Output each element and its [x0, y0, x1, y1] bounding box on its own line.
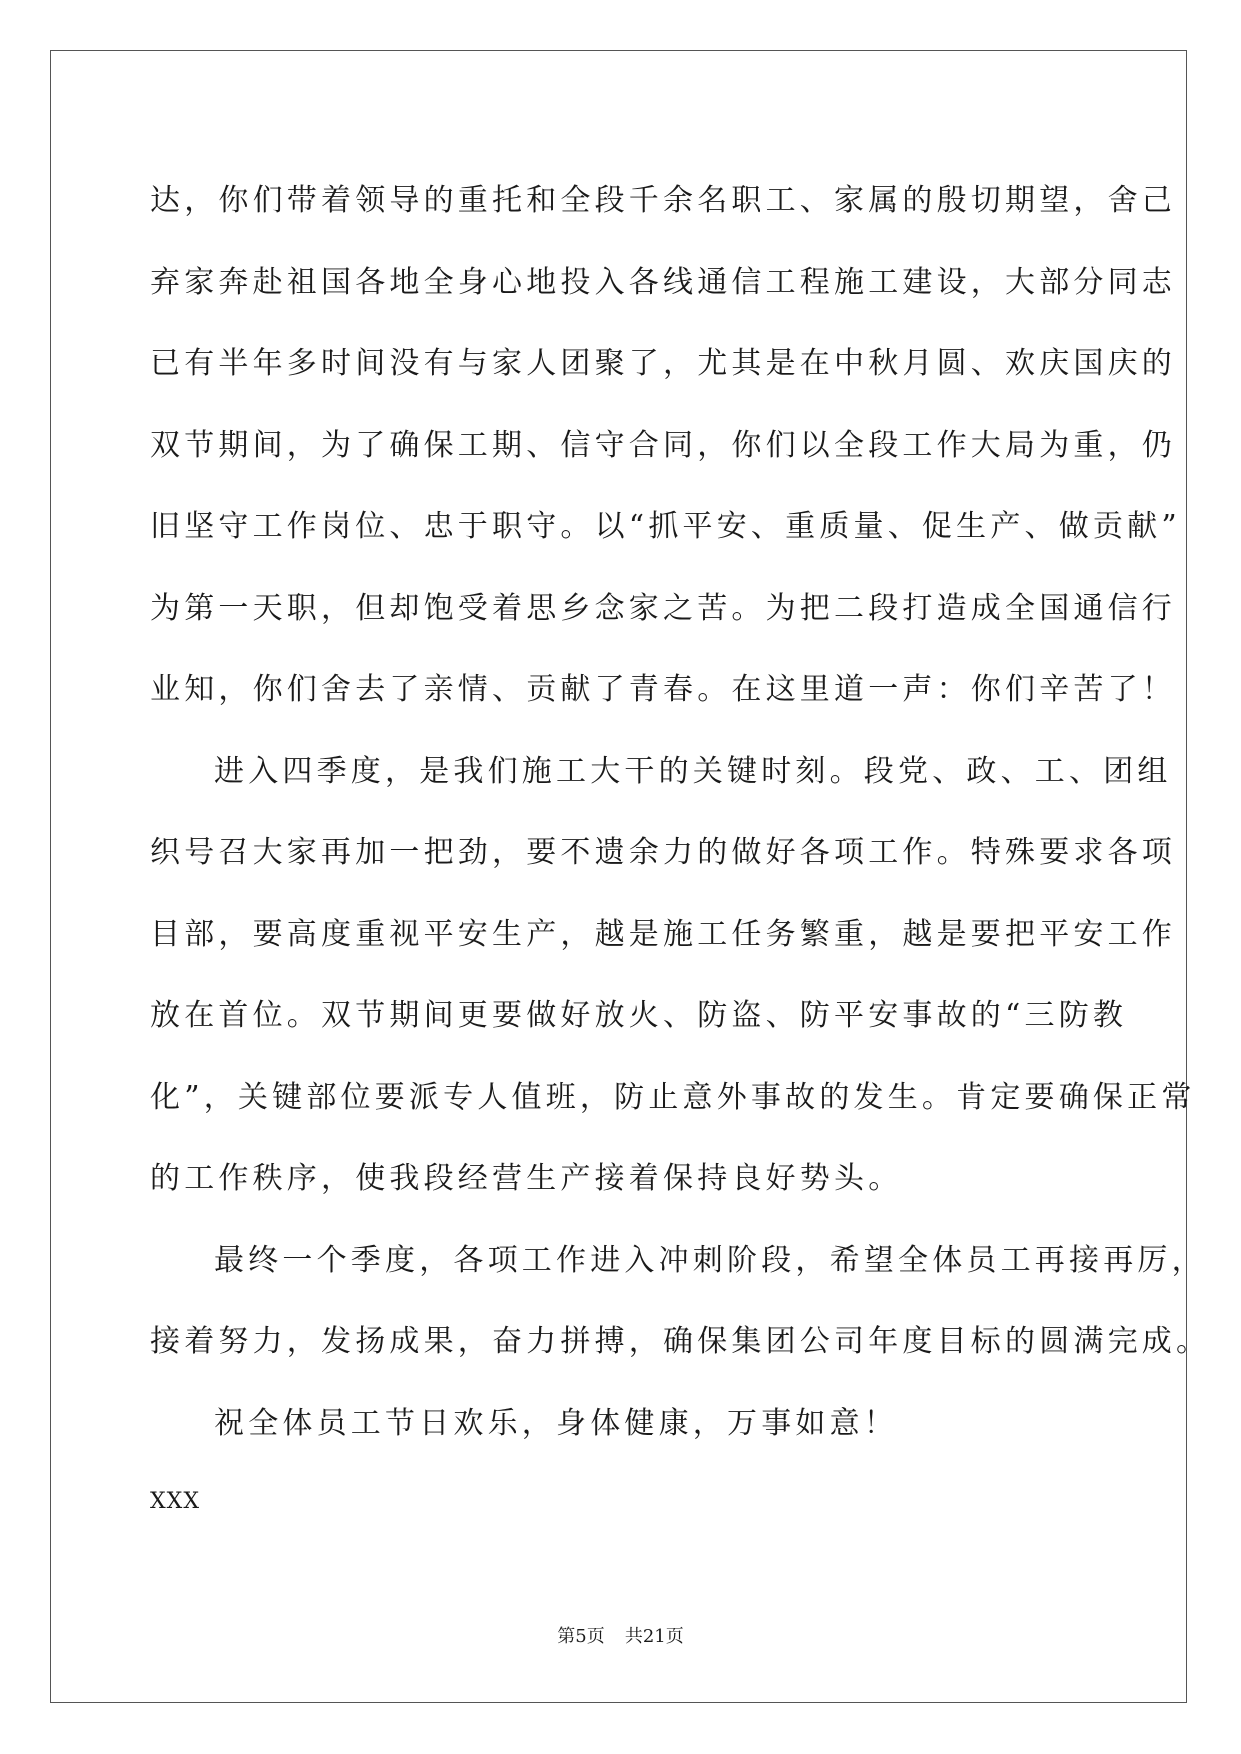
text-line-10: 目部，要高度重视平安生产，越是施工任务繁重，越是要把平安工作: [150, 916, 1176, 952]
text-line-1: 达，你们带着领导的重托和全段千余名职工、家属的殷切期望，舍己: [150, 183, 1176, 218]
text-line-11: 放在首位。双节期间更要做好放火、防盗、防平安事故的“三防教: [150, 998, 1128, 1033]
page-footer: [0, 1622, 1241, 1648]
page-total: 共21页: [624, 1626, 684, 1647]
text-line-16: 祝全体员工节日欢乐，身体健康，万事如意！: [214, 1405, 898, 1441]
document-body: [150, 160, 1211, 1532]
text-line-15: 接着努力，发扬成果，奋力拼搏，确保集团公司年度目标的圆满完成。: [150, 1324, 1211, 1359]
text-line-13: 的工作秩序，使我段经营生产接着保持良好势头。: [150, 1161, 903, 1196]
text-line-14: 最终一个季度，各项工作进入冲刺阶段，希望全体员工再接再厉，: [214, 1242, 1206, 1278]
text-line-6: 为第一天职，但却饱受着思乡念家之苦。为把二段打造成全国通信行: [150, 590, 1176, 626]
text-line-2: 弃家奔赴祖国各地全身心地投入各线通信工程施工建设，大部分同志: [150, 264, 1176, 300]
text-line-5: 旧坚守工作岗位、忠于职守。以“抓平安、重质量、促生产、做贡献”: [150, 509, 1181, 544]
text-line-12: 化”，关键部位要派专人值班，防止意外事故的发生。肯定要确保正常: [150, 1079, 1196, 1115]
text-line-9: 织号召大家再加一把劲，要不遗余力的做好各项工作。特殊要求各项: [150, 835, 1176, 870]
text-line-8: 进入四季度，是我们施工大干的关键时刻。段党、政、工、团组: [214, 753, 1172, 789]
signature: XXX: [150, 1489, 200, 1514]
page-number: 第5页: [557, 1626, 605, 1647]
text-line-3: 已有半年多时间没有与家人团聚了，尤其是在中秋月圆、欢庆国庆的: [150, 346, 1176, 381]
text-line-7: 业知，你们舍去了亲情、贡献了青春。在这里道一声：你们辛苦了！: [150, 672, 1176, 707]
text-line-4: 双节期间，为了确保工期、信守合同，你们以全段工作大局为重，仍: [150, 427, 1176, 463]
